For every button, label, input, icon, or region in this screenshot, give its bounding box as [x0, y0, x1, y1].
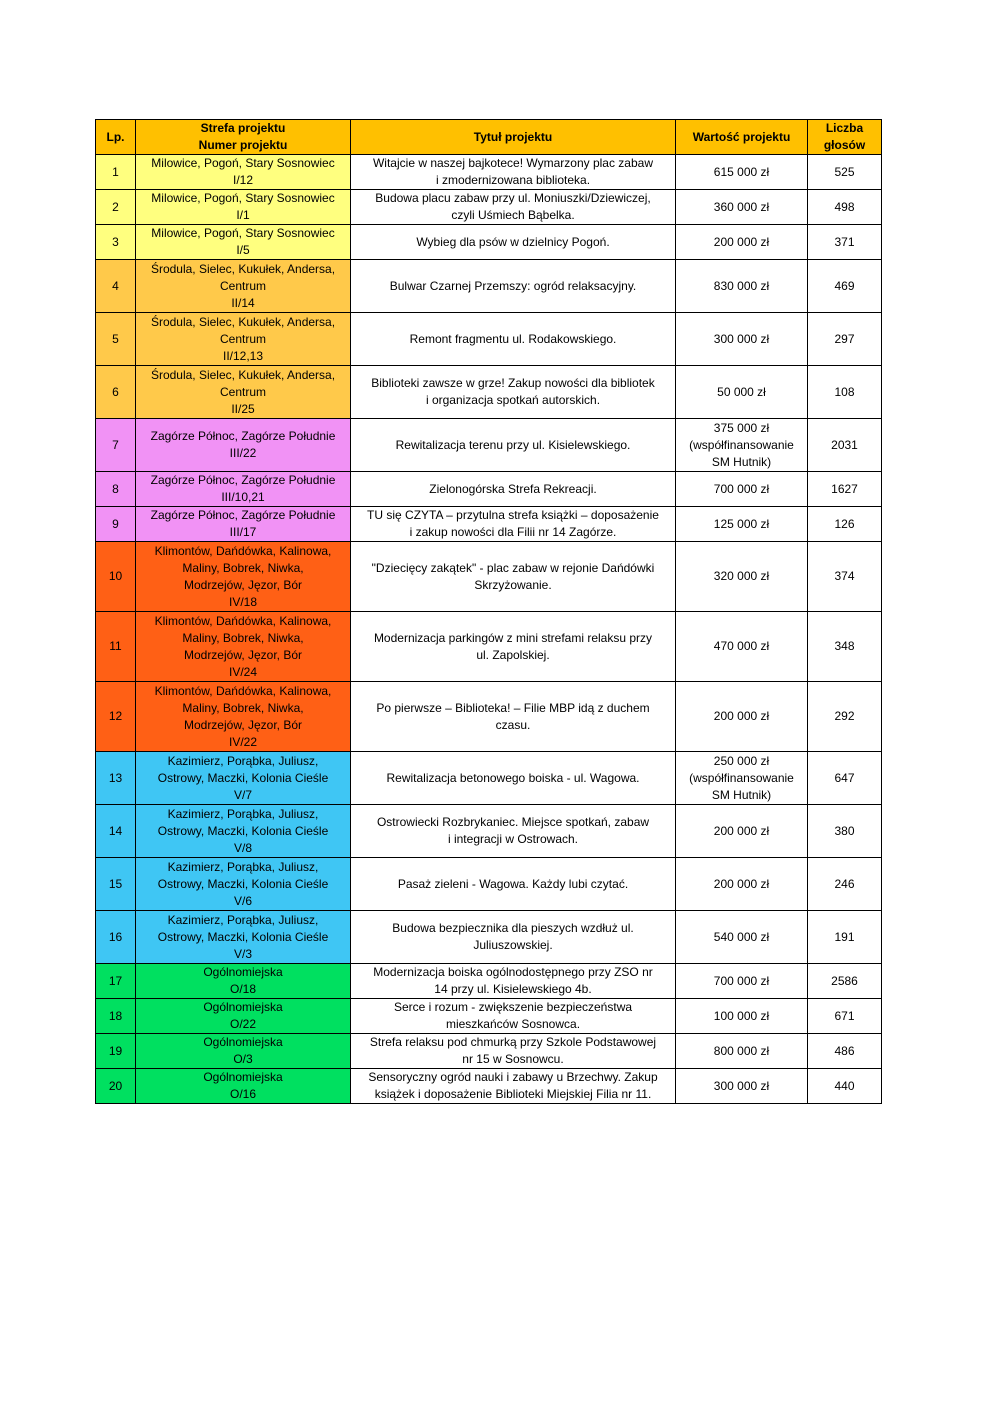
value-cell: [676, 999, 808, 1034]
votes-cell: 2031: [808, 419, 882, 472]
zone-text-line: IV/22: [228, 734, 258, 749]
title-text-line: "Dziecięcy zakątek" - plac zabaw w rejonie Dańdówki: [371, 560, 655, 575]
zone-text-line: II/14: [231, 295, 255, 310]
zone-text-line: Modrzejów, Jęzor, Bór: [183, 647, 303, 662]
title-cell: [351, 1069, 676, 1104]
zone-text-line: V/8: [233, 840, 252, 855]
votes-cell: 671: [808, 999, 882, 1034]
value-text-line: 200 000 zł: [713, 823, 770, 838]
value-cell: [676, 612, 808, 682]
title-cell: [351, 366, 676, 419]
zone-cell: [136, 366, 351, 419]
zone-text-line: V/7: [233, 787, 252, 802]
header-value: Wartość projektu: [676, 120, 808, 155]
zone-text-line: Zagórze Północ, Zagórze Południe: [150, 473, 336, 487]
votes-cell: 191: [808, 911, 882, 964]
zone-cell: [136, 472, 351, 507]
zone-cell: [136, 419, 351, 472]
zone-text-line: Maliny, Bobrek, Niwka,: [182, 700, 304, 715]
title-text-line: i integracji w Ostrowach.: [447, 832, 579, 846]
zone-text-line: O/22: [229, 1017, 256, 1031]
zone-text-line: III/10,21: [221, 490, 265, 504]
row-number-cell: 8: [96, 472, 136, 507]
title-text-line: Sensoryczny ogród nauki i zabawy u Brzechwy. Zakup: [368, 1070, 658, 1084]
table-row: [96, 1069, 882, 1104]
table-row: [96, 1034, 882, 1069]
title-text-line: i zakup nowości dla Filii nr 14 Zagórze.: [409, 525, 617, 539]
zone-text-line: Klimontów, Dańdówka, Kalinowa,: [154, 683, 332, 698]
table-row: [96, 805, 882, 858]
votes-cell: 2586: [808, 964, 882, 999]
title-text-line: Rewitalizacja terenu przy ul. Kisielewskiego.: [395, 437, 631, 452]
title-cell: [351, 507, 676, 542]
table-row: [96, 752, 882, 805]
value-cell: [676, 911, 808, 964]
title-cell: [351, 964, 676, 999]
value-text-line: 800 000 zł: [713, 1043, 770, 1058]
table-row: [96, 190, 882, 225]
title-text-line: Biblioteki zawsze w grze! Zakup nowości dla bibliotek: [371, 376, 655, 390]
table-row: [96, 612, 882, 682]
zone-cell: [136, 313, 351, 366]
title-cell: [351, 472, 676, 507]
title-text-line: i organizacja spotkań autorskich.: [425, 393, 601, 407]
header-title: Tytuł projektu: [351, 120, 676, 155]
zone-cell: [136, 1069, 351, 1104]
header-votes: [808, 120, 882, 155]
zone-text-line: Maliny, Bobrek, Niwka,: [182, 560, 304, 575]
value-cell: [676, 1069, 808, 1104]
title-cell: [351, 419, 676, 472]
header-zone-line1: Strefa projektu: [200, 121, 286, 135]
table-row: [96, 419, 882, 472]
value-text-line: 830 000 zł: [713, 278, 770, 293]
zone-cell: [136, 542, 351, 612]
zone-text-line: III/22: [229, 446, 257, 460]
value-text-line: 470 000 zł: [713, 639, 770, 653]
value-cell: [676, 805, 808, 858]
title-cell: [351, 260, 676, 313]
zone-cell: [136, 190, 351, 225]
zone-text-line: Środula, Sielec, Kukułek, Andersa,: [150, 261, 336, 276]
table-row: [96, 155, 882, 190]
title-text-line: Zielonogórska Strefa Rekreacji.: [429, 481, 597, 496]
title-cell: [351, 911, 676, 964]
zone-text-line: Klimontów, Dańdówka, Kalinowa,: [154, 543, 332, 558]
value-text-line: 540 000 zł: [713, 929, 770, 944]
zone-cell: [136, 155, 351, 190]
table-row: [96, 313, 882, 366]
value-text-line: 700 000 zł: [713, 481, 770, 496]
title-text-line: 14 przy ul. Kisielewskiego 4b.: [434, 982, 592, 996]
title-cell: [351, 225, 676, 260]
votes-cell: 246: [808, 858, 882, 911]
zone-text-line: Kazimierz, Porąbka, Juliusz,: [167, 806, 319, 821]
title-text-line: TU się CZYTA – przytulna strefa książki – doposażenie: [367, 508, 659, 522]
zone-text-line: Modrzejów, Jęzor, Bór: [183, 577, 303, 592]
title-cell: [351, 858, 676, 911]
row-number-cell: 12: [96, 682, 136, 752]
row-number-cell: 10: [96, 542, 136, 612]
row-number-cell: 17: [96, 964, 136, 999]
value-cell: [676, 155, 808, 190]
title-cell: [351, 155, 676, 190]
zone-text-line: O/16: [229, 1087, 256, 1101]
zone-text-line: V/3: [233, 946, 252, 961]
value-text-line: (współfinansowanie: [689, 770, 794, 785]
row-number-cell: 3: [96, 225, 136, 260]
title-cell: [351, 805, 676, 858]
header-lp: Lp.: [96, 120, 136, 155]
table-row: [96, 507, 882, 542]
title-cell: [351, 682, 676, 752]
table-row: [96, 999, 882, 1034]
votes-cell: 292: [808, 682, 882, 752]
value-text-line: 300 000 zł: [713, 331, 770, 346]
row-number-cell: 4: [96, 260, 136, 313]
zone-text-line: Ogólnomiejska: [203, 1070, 283, 1084]
zone-text-line: Zagórze Północ, Zagórze Południe: [150, 508, 336, 522]
zone-cell: [136, 858, 351, 911]
zone-cell: [136, 612, 351, 682]
title-text-line: Juliuszowskiej.: [473, 938, 553, 952]
votes-cell: 348: [808, 612, 882, 682]
title-text-line: nr 15 w Sosnowcu.: [462, 1052, 564, 1066]
title-text-line: Remont fragmentu ul. Rodakowskiego.: [409, 331, 617, 346]
table-row: [96, 682, 882, 752]
value-text-line: 250 000 zł: [713, 753, 770, 768]
title-text-line: Modernizacja boiska ogólnodostępnego przy ZSO nr: [373, 965, 653, 979]
votes-cell: 371: [808, 225, 882, 260]
title-text-line: Rewitalizacja betonowego boiska - ul. Wagowa.: [386, 770, 640, 785]
value-text-line: (współfinansowanie: [689, 437, 794, 452]
row-number-cell: 7: [96, 419, 136, 472]
zone-text-line: O/18: [229, 982, 256, 996]
zone-text-line: Centrum: [219, 331, 266, 346]
row-number-cell: 6: [96, 366, 136, 419]
row-number-cell: 14: [96, 805, 136, 858]
table-row: [96, 964, 882, 999]
row-number-cell: 20: [96, 1069, 136, 1104]
zone-text-line: Ostrowy, Maczki, Kolonia Cieśle: [157, 929, 329, 944]
votes-cell: 1627: [808, 472, 882, 507]
table-row: [96, 911, 882, 964]
row-number-cell: 9: [96, 507, 136, 542]
title-text-line: książek i doposażenie Biblioteki Miejskiej Filia nr 11.: [374, 1087, 652, 1101]
row-number-cell: 1: [96, 155, 136, 190]
zone-text-line: IV/18: [228, 594, 258, 609]
votes-cell: 374: [808, 542, 882, 612]
zone-text-line: Modrzejów, Jęzor, Bór: [183, 717, 303, 732]
value-text-line: 615 000 zł: [713, 164, 770, 179]
value-cell: [676, 190, 808, 225]
title-cell: [351, 190, 676, 225]
zone-cell: [136, 911, 351, 964]
votes-cell: 469: [808, 260, 882, 313]
row-number-cell: 19: [96, 1034, 136, 1069]
header-zone: [136, 120, 351, 155]
table-row: [96, 542, 882, 612]
votes-cell: 486: [808, 1034, 882, 1069]
votes-cell: 525: [808, 155, 882, 190]
value-text-line: 320 000 zł: [713, 569, 770, 583]
title-cell: [351, 313, 676, 366]
value-text-line: SM Hutnik): [711, 454, 772, 469]
row-number-cell: 13: [96, 752, 136, 805]
value-cell: [676, 260, 808, 313]
zone-text-line: Klimontów, Dańdówka, Kalinowa,: [154, 613, 332, 628]
table-row: [96, 225, 882, 260]
title-text-line: Serce i rozum - zwiększenie bezpieczeństwa: [393, 1000, 633, 1014]
zone-text-line: I/1: [236, 208, 250, 222]
table-row: [96, 858, 882, 911]
title-text-line: Skrzyżowanie.: [474, 577, 552, 592]
votes-cell: 108: [808, 366, 882, 419]
zone-text-line: V/6: [233, 893, 252, 908]
zone-text-line: O/3: [233, 1052, 253, 1066]
title-cell: [351, 542, 676, 612]
projects-table: [95, 119, 882, 1104]
value-cell: [676, 752, 808, 805]
zone-text-line: Ogólnomiejska: [203, 965, 283, 979]
value-cell: [676, 313, 808, 366]
zone-cell: [136, 260, 351, 313]
value-text-line: 125 000 zł: [713, 516, 770, 531]
row-number-cell: 11: [96, 612, 136, 682]
table-row: [96, 366, 882, 419]
value-cell: [676, 682, 808, 752]
zone-cell: [136, 682, 351, 752]
title-text-line: Wybieg dla psów w dzielnicy Pogoń.: [416, 234, 610, 249]
title-text-line: Budowa bezpiecznika dla pieszych wzdłuż ul.: [392, 921, 634, 935]
value-cell: [676, 225, 808, 260]
votes-cell: 380: [808, 805, 882, 858]
header-zone-line2: Numer projektu: [198, 138, 288, 152]
zone-text-line: III/17: [229, 525, 257, 539]
zone-cell: [136, 752, 351, 805]
zone-text-line: Środula, Sielec, Kukułek, Andersa,: [150, 367, 336, 382]
zone-cell: [136, 805, 351, 858]
title-cell: [351, 1034, 676, 1069]
zone-cell: [136, 225, 351, 260]
title-text-line: Strefa relaksu pod chmurką przy Szkole Podstawowej: [369, 1035, 657, 1049]
title-text-line: Budowa placu zabaw przy ul. Moniuszki/Dziewiczej,: [375, 191, 651, 205]
value-text-line: 200 000 zł: [713, 876, 770, 891]
header-row: [96, 120, 882, 155]
row-number-cell: 18: [96, 999, 136, 1034]
votes-cell: 126: [808, 507, 882, 542]
title-text-line: Ostrowiecki Rozbrykaniec. Miejsce spotkań, zabaw: [376, 815, 650, 829]
header-votes-line1: Liczba: [825, 121, 864, 135]
row-number-cell: 2: [96, 190, 136, 225]
title-text-line: czasu.: [495, 717, 531, 732]
zone-text-line: Kazimierz, Porąbka, Juliusz,: [167, 859, 319, 874]
zone-text-line: I/12: [232, 173, 253, 187]
value-text-line: 200 000 zł: [713, 234, 770, 249]
value-text-line: 100 000 zł: [713, 1008, 770, 1023]
zone-cell: [136, 1034, 351, 1069]
value-cell: [676, 858, 808, 911]
zone-text-line: Milowice, Pogoń, Stary Sosnowiec: [151, 191, 335, 205]
value-text-line: 360 000 zł: [713, 199, 770, 214]
value-cell: [676, 419, 808, 472]
zone-cell: [136, 507, 351, 542]
title-text-line: ul. Zapolskiej.: [476, 647, 550, 662]
value-text-line: SM Hutnik): [711, 787, 772, 802]
zone-text-line: Ostrowy, Maczki, Kolonia Cieśle: [157, 876, 329, 891]
title-text-line: Po pierwsze – Biblioteka! – Filie MBP idą z duchem: [376, 700, 650, 715]
votes-cell: 297: [808, 313, 882, 366]
row-number-cell: 5: [96, 313, 136, 366]
value-text-line: 50 000 zł: [717, 384, 766, 399]
value-text-line: 300 000 zł: [713, 1078, 770, 1093]
row-number-cell: 15: [96, 858, 136, 911]
value-text-line: 375 000 zł: [713, 420, 770, 435]
zone-text-line: I/5: [236, 243, 250, 257]
title-text-line: Bulwar Czarnej Przemszy: ogród relaksacyjny.: [389, 278, 637, 293]
zone-cell: [136, 964, 351, 999]
title-text-line: i zmodernizowana biblioteka.: [435, 173, 591, 187]
value-cell: [676, 507, 808, 542]
value-cell: [676, 1034, 808, 1069]
title-text-line: Pasaż zieleni - Wagowa. Każdy lubi czytać.: [397, 876, 629, 891]
zone-text-line: Zagórze Północ, Zagórze Południe: [150, 429, 336, 443]
table-row: [96, 260, 882, 313]
zone-text-line: Ogólnomiejska: [203, 1035, 283, 1049]
value-cell: [676, 964, 808, 999]
value-text-line: 200 000 zł: [713, 709, 770, 723]
zone-text-line: II/12,13: [222, 348, 264, 363]
table-body: [96, 155, 882, 1104]
zone-text-line: Milowice, Pogoń, Stary Sosnowiec: [151, 156, 335, 170]
votes-cell: 498: [808, 190, 882, 225]
title-cell: [351, 999, 676, 1034]
value-cell: [676, 366, 808, 419]
zone-text-line: Milowice, Pogoń, Stary Sosnowiec: [151, 226, 335, 240]
title-cell: [351, 612, 676, 682]
row-number-cell: 16: [96, 911, 136, 964]
zone-text-line: Środula, Sielec, Kukułek, Andersa,: [150, 314, 336, 329]
votes-cell: 440: [808, 1069, 882, 1104]
value-cell: [676, 472, 808, 507]
zone-text-line: Ostrowy, Maczki, Kolonia Cieśle: [157, 823, 329, 838]
header-votes-line2: głosów: [823, 138, 866, 152]
zone-text-line: Ogólnomiejska: [203, 1000, 283, 1014]
value-cell: [676, 542, 808, 612]
zone-text-line: II/25: [231, 401, 255, 416]
zone-text-line: IV/24: [228, 664, 258, 679]
title-text-line: mieszkańców Sosnowca.: [445, 1017, 581, 1031]
zone-text-line: Ostrowy, Maczki, Kolonia Cieśle: [157, 770, 329, 785]
title-text-line: Witajcie w naszej bajkotece! Wymarzony plac zabaw: [372, 156, 653, 170]
votes-cell: 647: [808, 752, 882, 805]
zone-text-line: Kazimierz, Porąbka, Juliusz,: [167, 753, 319, 768]
zone-text-line: Kazimierz, Porąbka, Juliusz,: [167, 912, 319, 927]
title-cell: [351, 752, 676, 805]
title-text-line: Modernizacja parkingów z mini strefami relaksu przy: [373, 630, 653, 645]
zone-text-line: Centrum: [219, 384, 266, 399]
zone-text-line: Centrum: [219, 278, 266, 293]
zone-text-line: Maliny, Bobrek, Niwka,: [182, 630, 304, 645]
value-text-line: 700 000 zł: [713, 973, 770, 988]
zone-cell: [136, 999, 351, 1034]
table-row: [96, 472, 882, 507]
title-text-line: czyli Uśmiech Bąbelka.: [451, 208, 575, 222]
